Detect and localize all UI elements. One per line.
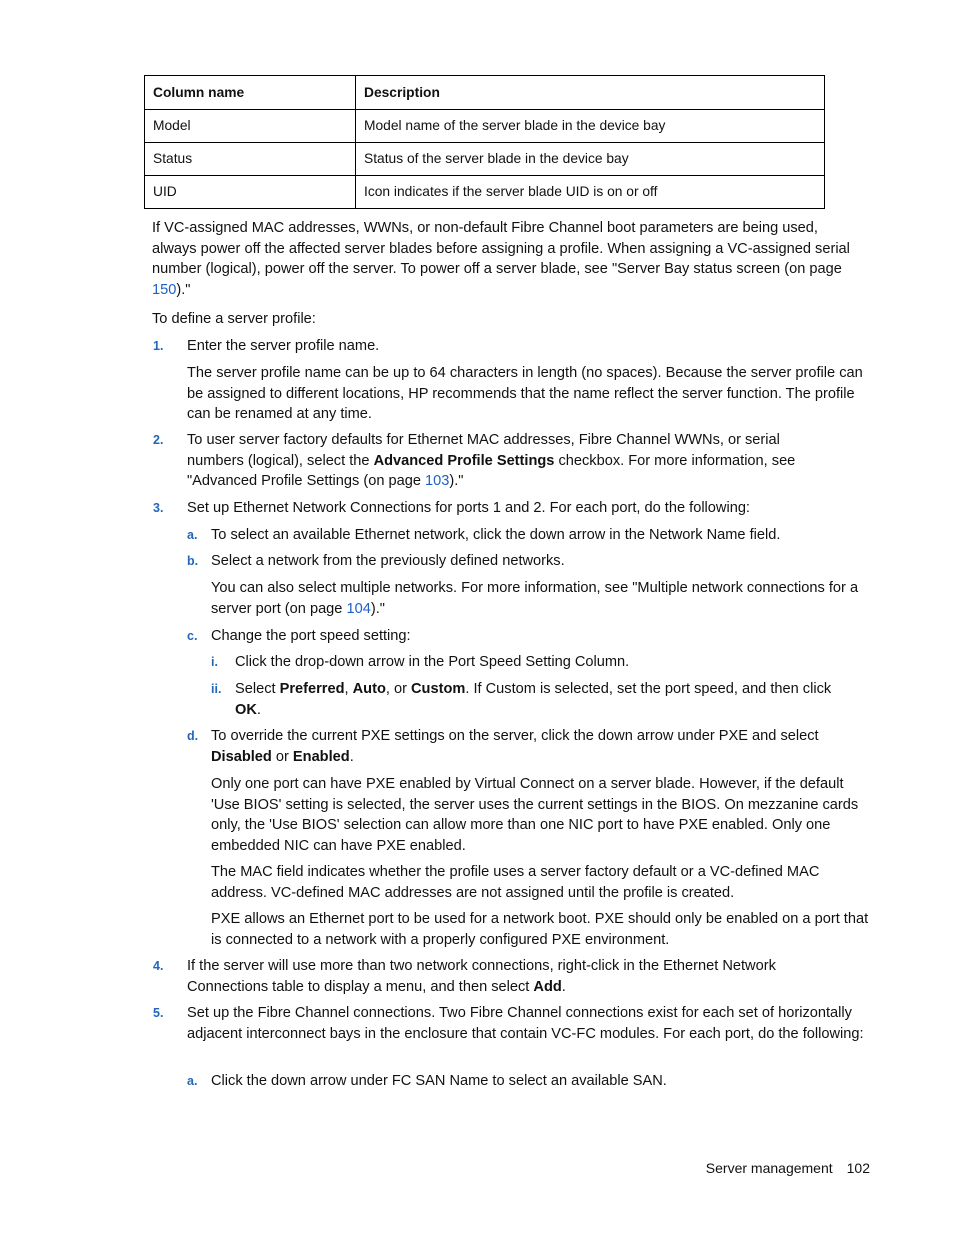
page-footer — [706, 1158, 870, 1179]
step-2-text: To user server factory defaults for Ethernet MAC addresses, Fibre Channel WWNs, or serial numbers (logical), select the Advanced Profile Settings checkbox. For more information, see "Advanced Profile Settings (on page 103)." — [187, 432, 796, 489]
table-row — [145, 176, 825, 209]
table-cell: Model — [145, 110, 356, 143]
page-link-150[interactable]: 150 — [152, 281, 177, 298]
footer-section-title: Server management — [705, 1160, 833, 1176]
table-cell: Status — [145, 143, 356, 176]
table-cell: UID — [145, 176, 356, 209]
step-1-text: Enter the server profile name. — [187, 338, 380, 354]
define-profile-intro: To define a server profile: — [152, 311, 316, 327]
intro-paragraph: If VC-assigned MAC addresses, WWNs, or non-default Fibre Channel boot parameters are being used, always power off the affected server blades before assigning a profile. When assigning a VC-assigned serial number (logical), power off the server. To power off a server blade, see "Server Bay status screen (on page 150)." — [152, 220, 850, 298]
page-link-103[interactable]: 103 — [425, 473, 450, 489]
table-row — [145, 110, 825, 143]
list-marker: 3. — [153, 501, 164, 515]
step-3d-note-2: The MAC field indicates whether the profile uses a server factory default or a VC-defined MAC address. VC-defined MAC addresses are not assigned until the profile is created. — [211, 864, 820, 901]
list-marker: ii. — [211, 682, 222, 696]
step-3c-i-text: Click the drop-down arrow in the Port Speed Setting Column. — [235, 654, 630, 670]
list-marker: 1. — [153, 339, 164, 353]
list-marker: 4. — [153, 959, 164, 973]
step-1-note: The server profile name can be up to 64 characters in length (no spaces). Because the server profile can be assigned to different locations, HP recommends that the name reflect the server function. The profile can be renamed at any time. — [187, 365, 863, 422]
step-3-text: Set up Ethernet Network Connections for ports 1 and 2. For each port, do the following: — [187, 500, 750, 516]
page-link-104[interactable]: 104 — [346, 600, 371, 617]
list-marker: c. — [187, 629, 198, 643]
table-cell: Icon indicates if the server blade UID is on or off — [356, 176, 825, 209]
table-header-cell: Column name — [145, 76, 356, 110]
step-3c-ii-text: Select Preferred, Auto, or Custom. If Custom is selected, set the port speed, and then click OK. — [235, 681, 832, 718]
step-3b-note: You can also select multiple networks. For more information, see "Multiple network connections for a server port (on page 104)." — [211, 580, 859, 617]
table-header-cell: Description — [356, 76, 825, 110]
step-3d-note-3: PXE allows an Ethernet port to be used for a network boot. PXE should only be enabled on a port that is connected to a network with a properly configured PXE environment. — [211, 911, 869, 948]
advanced-profile-settings-label: Advanced Profile Settings — [373, 452, 555, 469]
table-row — [145, 143, 825, 176]
list-marker: a. — [187, 528, 198, 542]
step-3b-text: Select a network from the previously defined networks. — [211, 553, 565, 569]
list-marker: d. — [187, 729, 199, 743]
table-cell: Model name of the server blade in the device bay — [356, 110, 825, 143]
list-marker: 5. — [153, 1006, 164, 1020]
step-5-text: Set up the Fibre Channel connections. Two Fibre Channel connections exist for each set of horizontally adjacent interconnect bays in the enclosure that contain VC-FC modules. For each port, do the following: — [187, 1005, 864, 1042]
step-3a-text: To select an available Ethernet network, click the down arrow in the Network Name field. — [211, 527, 781, 543]
step-4-text: If the server will use more than two network connections, right-click in the Ethernet Network Connections table to display a menu, and then select Add. — [187, 958, 776, 995]
step-5a-text: Click the down arrow under FC SAN Name to select an available SAN. — [211, 1073, 667, 1089]
list-marker: a. — [187, 1074, 198, 1088]
column-description-table — [144, 75, 825, 209]
step-3c-text: Change the port speed setting: — [211, 628, 411, 644]
step-3d-text: To override the current PXE settings on the server, click the down arrow under PXE and select Disabled or Enabled. — [211, 728, 819, 765]
table-cell: Status of the server blade in the device bay — [356, 143, 825, 176]
step-3d-note-1: Only one port can have PXE enabled by Virtual Connect on a server blade. However, if the default 'Use BIOS' setting is selected, the server uses the current settings in the BIOS. On mezzanine cards only, the 'Use BIOS' selection can allow more than one NIC port to have PXE enabled. Only one embedded NIC can have PXE enabled. — [211, 776, 859, 854]
list-marker: 2. — [153, 433, 164, 447]
table-header-row — [145, 76, 825, 110]
list-marker: b. — [187, 554, 199, 568]
page-number: 102 — [846, 1160, 870, 1176]
list-marker: i. — [211, 655, 218, 669]
